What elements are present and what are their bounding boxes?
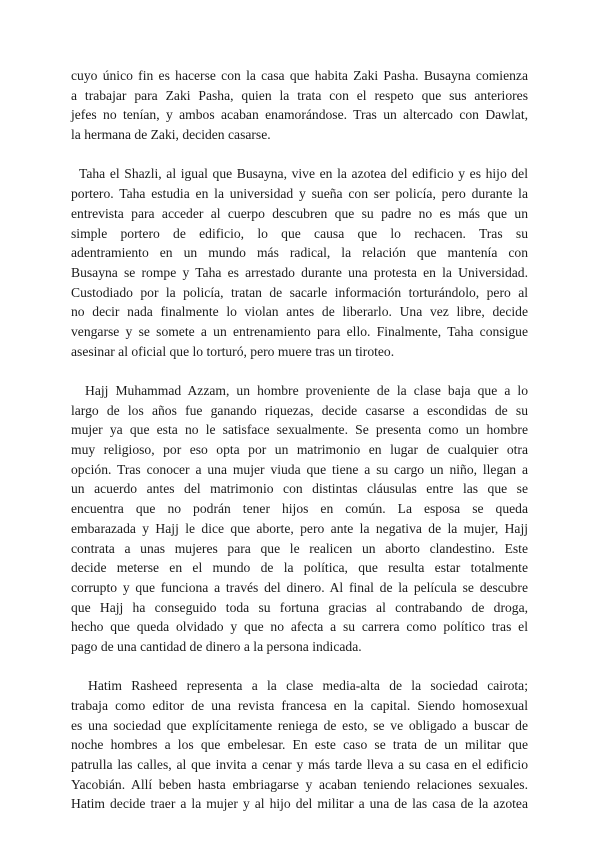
text-line: no decir nada finalmente lo violan antes de liberarlo. Una vez libre, decide: [71, 304, 528, 320]
text-line: corrupto y que funciona a través del dinero. Al final de la película se descubre: [71, 579, 528, 595]
text-line: jefes no tenían, y ambos acaban enamorándose. Tras un altercado con Dawlat,: [71, 107, 528, 123]
text-line: simple portero de edificio, lo que causa que lo rechacen. Tras su: [71, 225, 528, 241]
text-line: hecho que queda olvidado y que no afecta a su carrera como político tras el: [71, 619, 528, 635]
text-line: Busayna se rompe y Taha es arrestado durante una protesta en la Universidad.: [71, 264, 528, 280]
text-line: contrata a unas mujeres para que le realicen un aborto clandestino. Este: [71, 540, 528, 556]
text-line: a trabajar para Zaki Pasha, quien la trata con el respeto que sus anteriores: [71, 87, 528, 103]
document-page: [71, 66, 528, 834]
text-line: encuentra que no podrán tener hijos en común. La esposa se queda: [71, 501, 528, 517]
text-line: noche hombres a los que embelesar. En este caso se trata de un militar que: [71, 737, 528, 753]
text-line: adentramiento en un mundo más radical, la relación que mantenía con: [71, 245, 528, 261]
text-line: que Hajj ha conseguido toda su fortuna gracias al contrabando de droga,: [71, 599, 528, 615]
paragraph-hatim: [71, 676, 528, 814]
text-line: trabaja como editor de una revista francesa en la capital. Siendo homosexual: [71, 698, 528, 713]
text-line: Taha el Shazli, al igual que Busayna, vive en la azotea del edificio y es hijo del: [79, 166, 528, 182]
text-line: Yacobián. Allí beben hasta embriagarse y acaban teniendo relaciones sexuales.: [71, 776, 528, 792]
text-line: pago de una cantidad de dinero a la persona indicada.: [71, 638, 362, 654]
text-line: Hatim Rasheed representa a la clase media-alta de la sociedad cairota;: [88, 678, 528, 694]
text-line: patrulla las calles, al que invita a cenar y más tarde lleva a su casa en el edificio: [71, 757, 528, 773]
text-line: es una sociedad que explícitamente reniega de esto, se ve obligado a buscar de: [71, 717, 528, 733]
text-line: embarazada y Hajj le dice que aborte, pero ante la negativa de la mujer, Hajj: [71, 520, 528, 536]
text-line: cuyo único fin es hacerse con la casa que habita Zaki Pasha. Busayna comienza: [71, 68, 528, 83]
text-line: decide meterse en el mundo de la política, que resulta estar totalmente: [71, 560, 528, 576]
text-line: entrevista para acceder al cuerpo descubren que su padre no es más que un: [71, 205, 528, 221]
text-line: Hatim decide traer a la mujer y al hijo del militar a una de las casa de la azotea: [71, 796, 528, 812]
text-line: opción. Tras conocer a una mujer viuda que tiene a su cargo un niño, llegan a: [71, 461, 528, 477]
text-line: asesinar al oficial que lo torturó, pero muere tras un tiroteo.: [71, 343, 395, 359]
text-line: mujer ya que esta no le satisface sexualmente. Se presenta como un hombre: [71, 422, 528, 438]
text-line: la hermana de Zaki, deciden casarse.: [71, 127, 271, 143]
text-line: un acuerdo antes del matrimonio con distintas cláusulas entre las que se: [71, 481, 528, 497]
paragraph-hajj: [71, 381, 528, 657]
text-line: Custodiado por la policía, tratan de sacarle información torturándolo, pero al: [71, 284, 528, 300]
text-line: vengarse y se somete a un entrenamiento para ello. Finalmente, Taha consigue: [71, 323, 528, 339]
paragraph-busayna-ending: [71, 66, 528, 145]
text-line: Hajj Muhammad Azzam, un hombre proveniente de la clase baja que a lo: [85, 383, 528, 398]
text-line: largo de los años fue ganando riquezas, decide casarse a escondidas de su: [71, 402, 528, 418]
text-line: portero. Taha estudia en la universidad y sueña con ser policía, pero durante la: [71, 186, 528, 202]
paragraph-taha: [71, 164, 528, 361]
text-line: muy religioso, por eso opta por un matrimonio en lugar de cualquier otra: [71, 442, 528, 458]
